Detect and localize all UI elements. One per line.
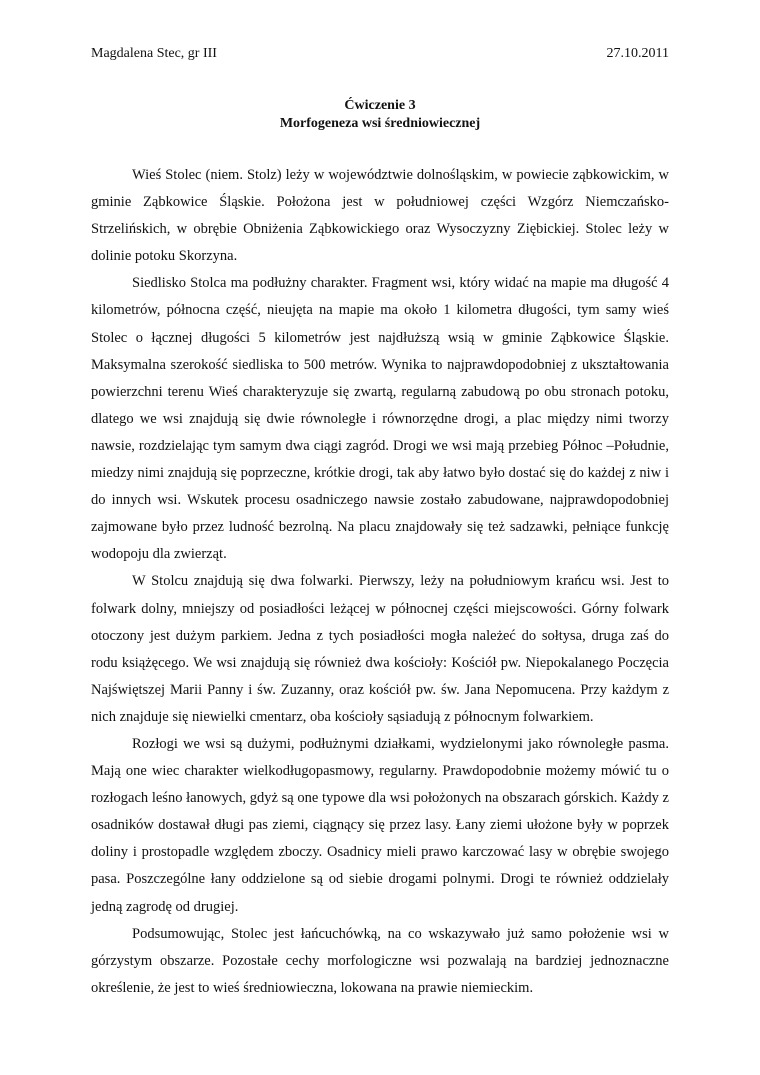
document-body — [91, 162, 669, 1002]
paragraph-fields: Rozłogi we wsi są dużymi, podłużnymi działkami, wydzielonymi jako równoległe pasma. Mają one wiec charakter wielkodługopasmowy, regularny. Prawdopodobnie możemy mówić tu o rozłogach leśno łanowych, gdyż są one typowe dla wsi położonych na obszarach górskich. Każdy z osadników dostawał długi pas ziemi, ciągnący się przez lasy. Łany ziemi ułożone były w poprzek doliny i prostopadle względem zboczy. Osadnicy mieli prawo karczować lasy w obrębie swojego pasa. Poszczególne łany oddzielone są od siebie drogami polnymi. Drogi te również oddzielały jedną zagrodę od drugiej. — [91, 735, 669, 915]
paragraph-settlement: Siedlisko Stolca ma podłużny charakter. Fragment wsi, który widać na mapie ma długość 4 kilometrów, północna część, nieujęta na mapie ma około 1 kilometra długości, tym samy wieś Stolec o łącznej długości 5 kilometrów jest najdłuższą wsią w gminie Ząbkowice Śląskie. Maksymalna szerokość siedliska to 500 metrów. Wynika to najprawdopodobniej z ukształtowania powierzchni terenu Wieś charakteryzuje się zwartą, regularną zabudową po obu stronach potoku, dlatego we wsi znajdują się dwie równoległe i równorzędne drogi, a plac między nimi tworzy nawsie, rozdzielając tym samym dwa ciągi zagród. Drogi we wsi mają przebieg Północ –Południe, miedzy nimi znajdują się poprzeczne, krótkie drogi, tak aby łatwo było dostać się do każdej z niw i do innych wsi. Wskutek procesu osadniczego nawsie zostało zabudowane, najprawdopodobniej zajmowane było przez ludność bezrolną. Na placu znajdowały się też sadzawki, pełniące funkcję wodopoju dla zwierząt. — [91, 275, 669, 563]
exercise-title: Ćwiczenie 3 — [344, 98, 416, 113]
topic-title: Morfogeneza wsi średniowiecznej — [279, 116, 481, 131]
paragraph-location: Wieś Stolec (niem. Stolz) leży w województwie dolnośląskim, w powiecie ząbkowickim, w gminie Ząbkowice Śląskie. Położona jest w południowej części Wzgórz Niemczańsko-Strzelińskich, w obrębie Obniżenia Ząbkowickiego oraz Wysoczyzny Ziębickiej. Stolec leży w dolinie potoku Skorzyna. — [91, 167, 669, 265]
page-header — [91, 44, 669, 64]
paragraph-summary: Podsumowując, Stolec jest łańcuchówką, na co wskazywało już samo położenie wsi w górzystym obszarze. Pozostałe cechy morfologiczne wsi pozwalają na bardziej jednoznaczne określenie, że jest to wieś średniowieczna, lokowana na prawie niemieckim. — [91, 925, 669, 996]
author-line: Magdalena Stec, gr III — [91, 46, 217, 61]
document-title — [91, 97, 669, 133]
date-line: 27.10.2011 — [606, 46, 669, 61]
paragraph-manors: W Stolcu znajdują się dwa folwarki. Pierwszy, leży na południowym krańcu wsi. Jest to folwark dolny, mniejszy od posiadłości leżącej w północnej części miejscowości. Górny folwark otoczony jest dużym parkiem. Jedna z tych posiadłości mogła należeć do sołtysa, druga zaś do rodu książęcego. We wsi znajdują się również dwa kościoły: Kościół pw. Niepokalanego Poczęcia Najświętszej Marii Panny i św. Zuzanny, oraz kościół pw. św. Jana Nepomucena. Przy każdym z nich znajduje się niewielki cmentarz, oba kościoły sąsiadują z północnym folwarkiem. — [91, 573, 669, 725]
